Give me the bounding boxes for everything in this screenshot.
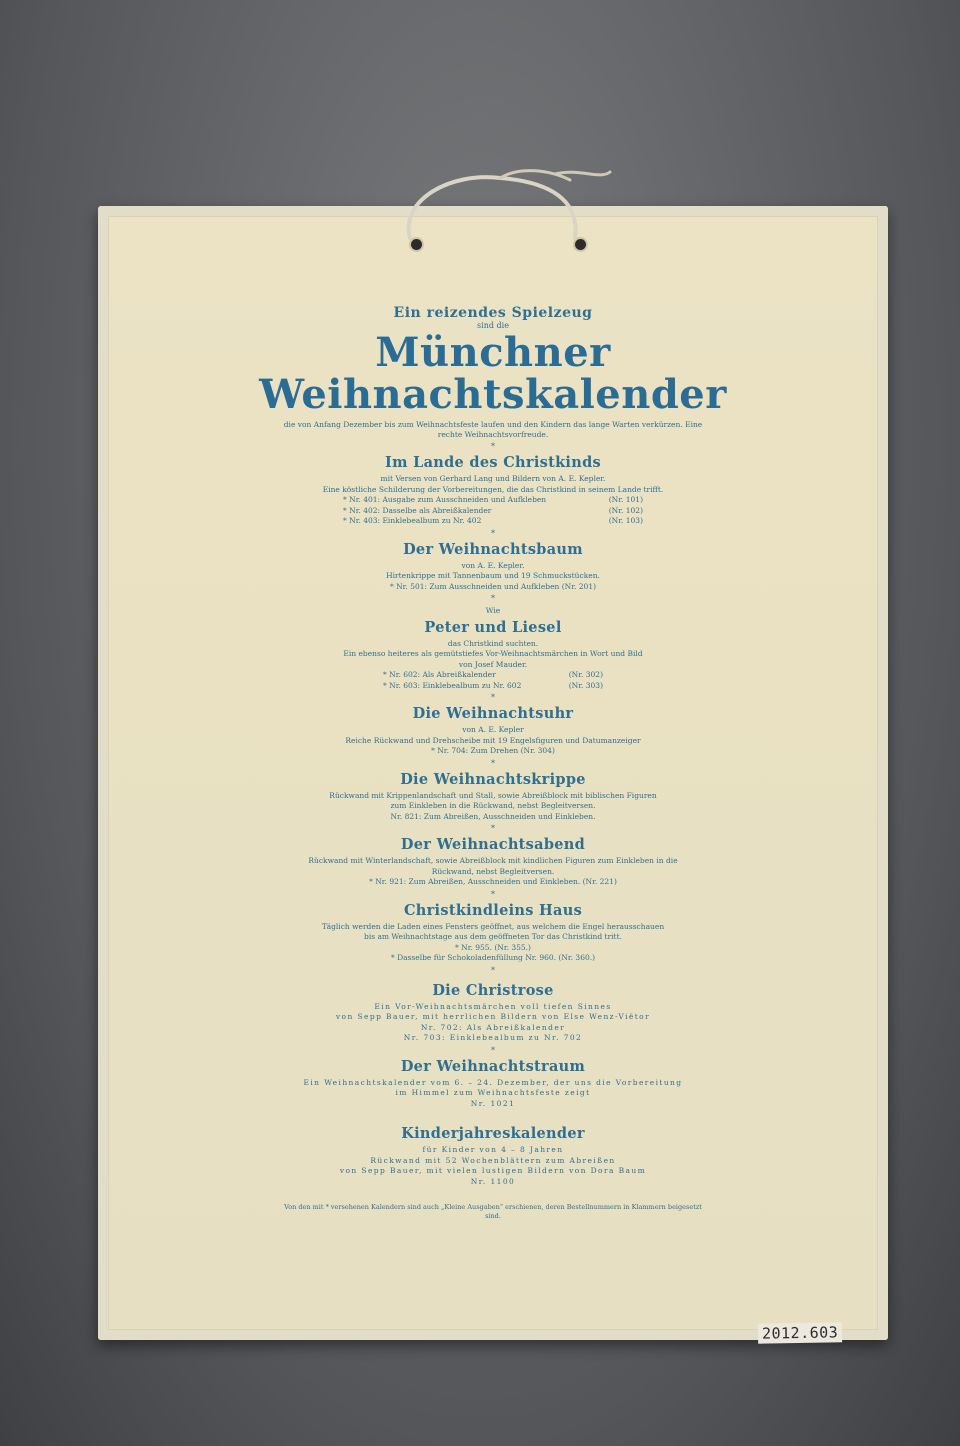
section-1-line: Eine köstliche Schilderung der Vorbereitungen, die das Christkind in seinem Lande trifft.: [322, 484, 664, 494]
star-divider: *: [491, 1045, 495, 1055]
section-8-line: Nr. 702: Als Abreißkalender: [420, 1022, 566, 1032]
section-3-line: das Christkind suchten.: [447, 638, 539, 648]
section-3-line: Ein ebenso heiteres als gemütstiefes Vor-Weihnachtsmärchen in Wort und Bild: [343, 649, 643, 658]
section-title-9: Der Weihnachtstraum: [400, 1057, 586, 1075]
section-4-line: Reiche Rückwand und Drehscheibe mit 19 Engelsfiguren und Datumanzeiger: [345, 735, 641, 745]
section-6-line: * Nr. 921: Zum Abreißen, Ausschneiden und Einkleben. (Nr. 221): [369, 877, 617, 886]
intro-small-line: sind die: [477, 321, 509, 330]
section-1-item: [343, 495, 643, 506]
section-7-line: * Nr. 955. (Nr. 355.): [455, 942, 531, 952]
section-7-line: bis am Weihnachtstage aus dem geöffneten Tor das Christkind tritt.: [364, 932, 622, 941]
section-8-line: Ein Vor-Weihnachtsmärchen voll tiefen Sinnes: [374, 1001, 612, 1011]
card-face: [108, 216, 878, 1330]
section-10-line: Nr. 1100: [470, 1176, 516, 1186]
hanging-cord: [380, 160, 640, 250]
star-divider: *: [491, 528, 495, 538]
section-7-line: * Dasselbe für Schokoladenfüllung Nr. 960. (Nr. 360.): [390, 953, 596, 962]
item-label: * Nr. 401: Ausgabe zum Ausschneiden und Aufkleben: [343, 495, 547, 504]
section-2-line: * Nr. 501: Zum Ausschneiden und Aufkleben (Nr. 201): [389, 581, 597, 591]
item-label: * Nr. 602: Als Abreißkalender: [383, 670, 496, 679]
item-ref: (Nr. 103): [608, 516, 643, 525]
section-6-line: Rückwand mit Winterlandschaft, sowie Abreißblock mit kindlichen Figuren zum Einkleben in die Rückwand, nebst Begleitversen.: [308, 856, 678, 876]
title-line-2: Weihnachtskalender: [259, 371, 727, 418]
star-divider: *: [491, 889, 495, 899]
star-divider: *: [491, 442, 495, 451]
section-3-item: [383, 670, 603, 681]
section-1-item: [343, 516, 643, 527]
lede-text: die von Anfang Dezember bis zum Weihnachtsfeste laufen und den Kindern das lange Warten verkürzen. Eine rechte Weihnachtsvorfreude.: [283, 420, 703, 439]
section-2-line: von A. E. Kepler.: [461, 560, 525, 570]
intro-line: Ein reizendes Spielzeug: [393, 305, 593, 321]
section-8-line: von Sepp Bauer, mit herrlichen Bildern von Else Wenz-Viëtor: [335, 1012, 651, 1021]
title-line-1: Münchner: [375, 329, 611, 376]
card-text: [109, 305, 877, 1221]
section-3-line: von Josef Mauder.: [458, 659, 528, 669]
section-title-4: Die Weihnachtsuhr: [412, 705, 574, 722]
item-ref: (Nr. 303): [568, 680, 603, 690]
section-1-line: mit Versen von Gerhard Lang und Bildern von A. E. Kepler.: [380, 474, 606, 483]
section-title-3: Peter und Liesel: [424, 618, 562, 636]
section-title-2: Der Weihnachtsbaum: [403, 540, 583, 558]
connector-wie: Wie: [485, 606, 501, 615]
item-ref: (Nr. 102): [608, 505, 643, 515]
section-5-line: Nr. 821: Zum Abreißen, Ausschneiden und Einkleben.: [390, 811, 596, 821]
item-label: * Nr. 603: Einklebealbum zu Nr. 602: [383, 680, 522, 690]
section-title-10: Kinderjahreskalender: [401, 1125, 585, 1142]
item-ref: (Nr. 101): [608, 495, 643, 504]
star-divider: *: [491, 758, 495, 768]
section-title-5: Die Weihnachtskrippe: [400, 770, 586, 788]
section-5-line: zum Einkleben in die Rückwand, nebst Begleitversen.: [390, 801, 596, 810]
item-ref: (Nr. 302): [568, 670, 603, 679]
section-4-line: von A. E. Kepler: [462, 725, 524, 734]
section-1-item: [343, 506, 643, 517]
section-4-line: * Nr. 704: Zum Drehen (Nr. 304): [431, 746, 555, 755]
section-title-8: Die Christrose: [432, 981, 554, 999]
item-label: * Nr. 403: Einklebealbum zu Nr. 402: [343, 516, 482, 525]
section-2-line: Hirtenkrippe mit Tannenbaum und 19 Schmuckstücken.: [386, 571, 600, 580]
section-10-line: für Kinder von 4 – 8 Jahren: [422, 1145, 564, 1154]
calendar-card: [98, 206, 888, 1340]
star-divider: *: [491, 824, 495, 833]
star-divider: *: [491, 594, 495, 603]
section-title-7: Christkindleins Haus: [403, 901, 583, 919]
section-title-1: Im Lande des Christkinds: [385, 454, 601, 471]
star-divider: *: [491, 965, 495, 975]
section-10-line: Rückwand mit 52 Wochenblättern zum Abreißen: [370, 1155, 616, 1165]
star-divider: *: [491, 693, 495, 702]
section-7-line: Täglich werden die Laden eines Fensters geöffnet, aus welchem die Engel herausschauen: [321, 921, 665, 931]
section-5-line: Rückwand mit Krippenlandschaft und Stall, sowie Abreißblock mit biblischen Figuren: [329, 790, 657, 800]
section-8-line: Nr. 703: Einklebealbum zu Nr. 702: [403, 1033, 583, 1042]
section-9-line: Nr. 1021: [470, 1098, 516, 1108]
inventory-label: 2012.603: [758, 1322, 843, 1343]
section-10-line: von Sepp Bauer, mit vielen lustigen Bildern von Dora Baum: [339, 1166, 647, 1175]
item-label: * Nr. 402: Dasselbe als Abreißkalender: [343, 505, 492, 515]
footnote: Von den mit * versehenen Kalendern sind auch „Kleine Ausgaben“ erschienen, deren Bestellnummern in Klammern beigesetzt sind.: [284, 1203, 702, 1220]
section-3-item: [383, 681, 603, 692]
section-9-line: Ein Weihnachtskalender vom 6. – 24. Dezember, der uns die Vorbereitung im Himmel zum Weihnachtsfeste zeigt: [303, 1077, 683, 1097]
section-title-6: Der Weihnachtsabend: [400, 836, 586, 853]
